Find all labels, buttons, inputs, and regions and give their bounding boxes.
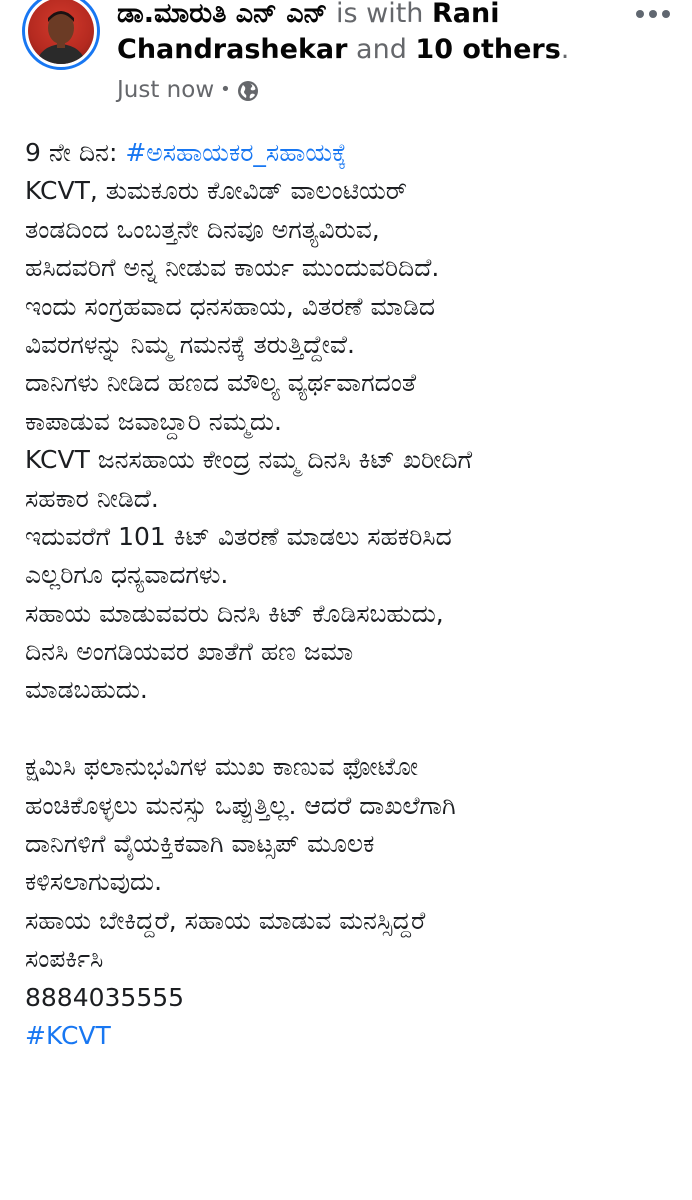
tagged-name[interactable]: Rani Chandrashekar [117, 0, 500, 65]
body-line: ಮಾಡಬಹುದು. [25, 675, 148, 705]
more-options-icon[interactable] [636, 6, 670, 22]
more-dot [649, 10, 657, 18]
body-line: ಹಂಚಿಕೊಳ್ಳಲು ಮನಸ್ಸು ಒಪ್ಪುತ್ತಿಲ್ಲ. ಆದರೆ ದಾಖಲೆಗಾಗಿ [25, 790, 456, 820]
with-text: is with [335, 0, 424, 29]
day-line [25, 134, 675, 172]
body-line: ಸಂಪರ್ಕಿಸಿ [25, 944, 104, 974]
more-dot [662, 10, 670, 18]
day-label: 9 ನೇ ದಿನ: [25, 138, 118, 167]
body-line: ಸಹಕಾರ ನೀಡಿದೆ. [25, 483, 159, 513]
tagged-others[interactable]: 10 others [415, 34, 561, 65]
phone-number: 8884035555 [25, 982, 185, 1012]
and-text: and [356, 34, 407, 65]
body-line: ಎಲ್ಲರಿಗೂ ಧನ್ಯವಾದಗಳು. [25, 560, 229, 590]
author-name[interactable]: ಡಾ.ಮಾರುತಿ ಎನ್ ಎನ್ [117, 0, 328, 29]
post-body [25, 134, 675, 1055]
post-meta [117, 74, 259, 106]
kcvt-hashtag-link[interactable]: #KCVT [25, 1020, 111, 1050]
body-line: ಕಳಿಸಲಾಗುವುದು. [25, 867, 163, 897]
body-line: ಸಹಾಯ ಮಾಡುವವರು ದಿನಸಿ ಕಿಟ್ ಕೊಡಿಸಬಹುದು, [25, 598, 444, 628]
body-line: ಇದುವರೆಗೆ 101 ಕಿಟ್ ವಿತರಣೆ ಮಾಡಲು ಸಹಕರಿಸಿದ [25, 521, 452, 551]
avatar-photo [28, 0, 94, 64]
body-line: ಇಂದು ಸಂಗ್ರಹವಾದ ಧನಸಹಾಯ, ವಿತರಣೆ ಮಾಡಿದ [25, 291, 435, 321]
body-line: ತಂಡದಿಂದ ಒಂಬತ್ತನೇ ದಿನವೂ ಅಗತ್ಯವಿರುವ, [25, 214, 380, 244]
hashtag-link[interactable]: #ಅಸಹಾಯಕರ_ಸಹಾಯಕ್ಕೆ [125, 138, 347, 167]
body-line: ಕಾಪಾಡುವ ಜವಾಬ್ದಾರಿ ನಮ್ಮದು. [25, 406, 282, 436]
more-dot [636, 10, 644, 18]
globe-icon[interactable] [237, 79, 259, 101]
body-line: ಕ್ಷಮಿಸಿ ಫಲಾನುಭವಿಗಳ ಮುಖ ಕಾಣುವ ಫೋಟೋ [25, 752, 419, 782]
body-line: ಹಸಿದವರಿಗೆ ಅನ್ನ ನೀಡುವ ಕಾರ್ಯ ಮುಂದುವರಿದಿದೆ. [25, 253, 440, 283]
body-line: ವಿವರಗಳನ್ನು ನಿಮ್ಮ ಗಮನಕ್ಕೆ ತರುತ್ತಿದ್ದೇವೆ. [25, 329, 355, 359]
meta-separator: • [220, 79, 231, 100]
author-avatar[interactable] [22, 0, 100, 70]
body-line: ದಿನಸಿ ಅಂಗಡಿಯವರ ಖಾತೆಗೆ ಹಣ ಜಮಾ [25, 637, 354, 667]
body-line: ಸಹಾಯ ಬೇಕಿದ್ದರೆ, ಸಹಾಯ ಮಾಡುವ ಮನಸ್ಸಿದ್ದರೆ [25, 905, 426, 935]
body-line: KCVT, ತುಮಕೂರು ಕೋವಿಡ್ ವಾಲಂಟಿಯರ್ [25, 176, 408, 206]
post-author-line [117, 0, 637, 68]
paragraph-break [25, 710, 675, 748]
body-line: KCVT ಜನಸಹಾಯ ಕೇಂದ್ರ ನಮ್ಮ ದಿನಸಿ ಕಿಟ್ ಖರೀದಿಗೆ [25, 445, 473, 475]
body-line: ದಾನಿಗಳು ನೀಡಿದ ಹಣದ ಮೌಲ್ಯ ವ್ಯರ್ಥವಾಗದಂತೆ [25, 368, 417, 398]
body-line: ದಾನಿಗಳಿಗೆ ವೈಯಕ್ತಿಕವಾಗಿ ವಾಟ್ಸಪ್ ಮೂಲಕ [25, 829, 375, 859]
post-timestamp[interactable]: Just now [117, 77, 215, 103]
post-header [0, 0, 692, 118]
period: . [560, 34, 570, 65]
